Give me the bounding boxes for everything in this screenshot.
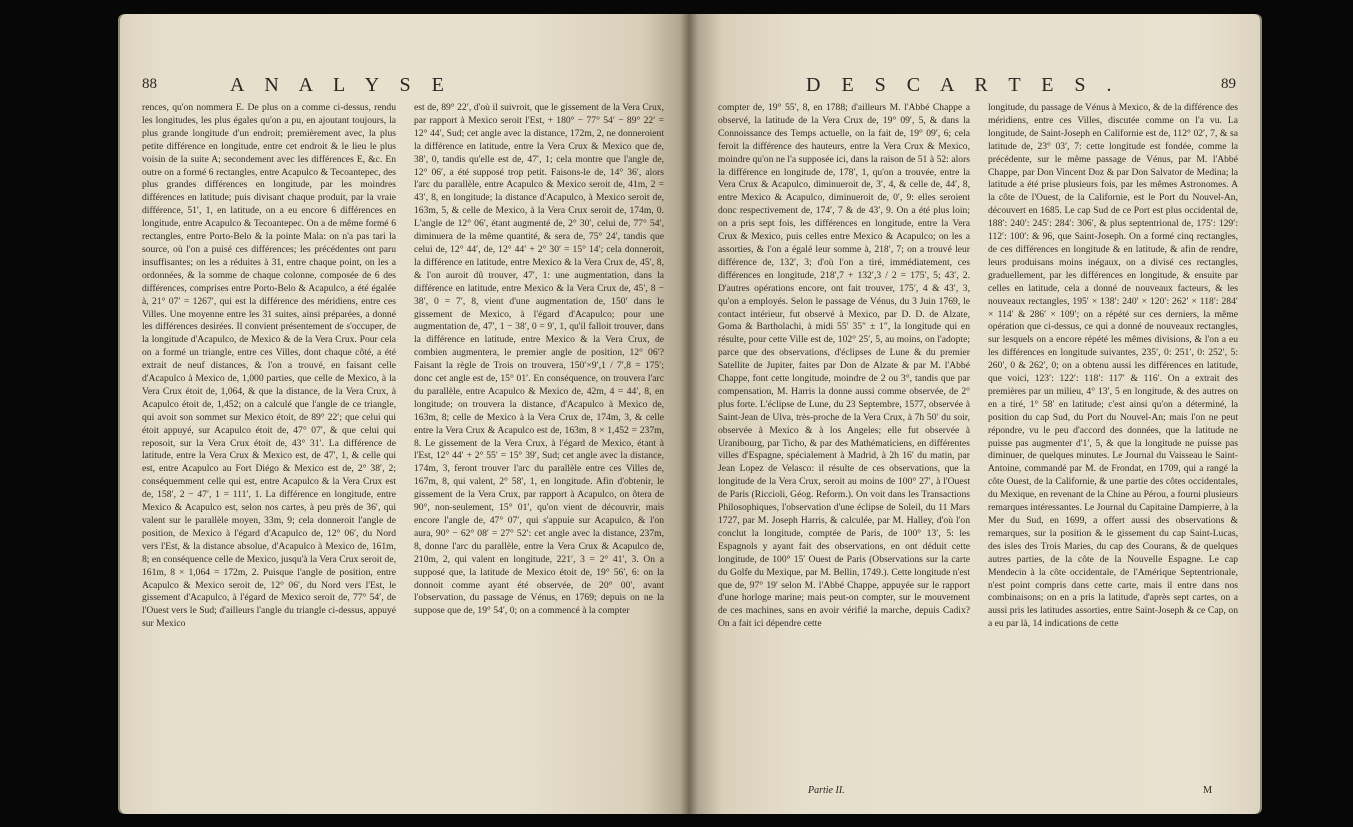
left-column-2: [414, 102, 664, 792]
right-page-body: [688, 102, 1260, 784]
left-page: [120, 14, 688, 814]
left-running-title: A N A L Y S E: [230, 74, 452, 96]
right-running-title: D E S C A R T E S .: [806, 74, 1120, 96]
left-column-2-text: est de, 89° 22′, d'où il suivroit, que le gissement de la Vera Crux, par rapport à Mexico seroit l'Est, + 180° − 77° 54′ − 89° 22′ = 12° 44′, Sud; cet angle avec la distance, 172m, 2, ne donneroient la différence en latitude, entre la Vera Crux & Mexico que de, 38′, 0, tandis qu'elle est de, 47′, 1; cela montre que l'angle de, 12° 06′, a été supposé trop petit. Faisons-le de, 14° 36′, alors l'arc du parallèle, entre Acapulco & Mexico seroit de, 41m, 2 = 43′, 8, en longitude; la distance d'Acapulco, à Mexico seroit de, 163m, 5, & celle de Mexico, à la Vera Crux seroit de, 174m, 0. L'angle de 12° 06′, étant augmenté de, 2° 30′, celui de, 77° 54′, diminuera de la même quantité, & sera de, 75° 24′, tandis que celui de, 12° 44′, de, 12° 44′ + 2° 30′ = 15° 14′; cela donneroit, la différence en latitude, entre Mexico & la Vera Crux de, 45′, 8, & l'on auroit dû trouver, 47′, 1: une augmentation, dans la différence en latitude, entre Mexico & la Vera Crux de, 45′, 8 − 38′, 0 = 7′, 8, vient d'une augmentation de, 150′ dans le gissement de Mexico, à l'égard d'Acapulco; pour une augmentation de, 47′, 1 − 38′, 0 = 9′, 1, qu'il falloit trouver, dans la différence en latitude, entre Mexico & la Vera Crux, de combien augmentera, le premier angle de position, 12° 06′? Faisant la règle de Trois on trouvera, 150′×9′,1 / 7′,8 = 175′; donc cet angle est de, 15° 01′. En conséquence, on trouvera l'arc du parallèle, entre Acapulco & Mexico de, 42m, 4 = 44′, 8, en longitude; on trouvera la distance, d'Acapulco à Mexico de, 163m, 8; celle de Mexico à la Vera Crux de, 174m, 3, & celle entre la Vera Crux & Acapulco est de, 163m, 8 × 1,452 = 237m, 8. Le gissement de la Vera Crux, à l'égard de Mexico, étant à l'Est, 12° 44′ + 2° 55′ = 15° 39′, Sud; cet angle avec la distance, 174m, 3, feront trouver l'arc du parallèle entre ces Villes de, 167m, 8, qui valent, 2° 58′, 1, en longitude. Afin d'obtenir, le gissement de la Vera Crux, par rapport à Acapulco, on ôtera de 90°, non-seulement, 15° 01′, qu'on vient de découvrir, mais encore l'angle de, 47° 07′, qui s'appuie sur Acapulco, & l'on aura, 90° − 62° 08′ = 27° 52′: cet angle avec la distance, 237m, 8, donne l'arc du parallèle, entre la Vera Crux & Acapulco de, 210m, 2, qui valent en longitude, 221′, 3 = 2° 41′, 3. On a supposé que, la latitude de Mexico étoit de, 19° 56′, 6: on la donnoit comme ayant été observée, de 20° 00′, avant l'observation, du passage de Vénus, en 1769; depuis on ne la suppose que de, 19° 54′, 0; on a commencé à la compter: [414, 102, 664, 617]
left-page-number: 88: [142, 76, 157, 92]
left-column-1: [142, 102, 396, 792]
right-column-2: [988, 102, 1238, 792]
left-page-body: [120, 102, 688, 784]
right-column-2-text: longitude, du passage de Vénus à Mexico, & de la différence des méridiens, entre ces Villes, discutée comme on l'a vu. La longitude, de Saint-Joseph en Californie est de, 112° 02′, 7, & sa latitude de, 23° 03′, 7: cette longitude est fondée, comme la précédente, sur le même passage de Vénus, par M. l'Abbé Chappe, par Don Vincent Doz & par Don Salvator de Medina; la latitude a été prise plusieurs fois, par les mêmes Astronomes. A la côte de l'Ouest, de la Californie, est le Port du Nouvel-An, découvert en 1685. Le cap Sud de ce Port est plus occidental de, 188′: 240′: 245′: 284′: 306′, & plus septentrional de, 175′: 129′: 112′: 100′: & 96, que Saint-Joseph. On a formé cinq rectangles, de ces différences en longitude & en latitude, & afin de rendre, leurs produisans moins inégaux, on a divisé ces rectangles, graduellement, par les différences en longitude, & ensuite par celles en latitude, cela a donné de nouveaux facteurs, & les nouveaux rectangles, 195′ × 138′: 240′ × 120′: 262′ × 118′: 284′ × 114′ & 286′ × 109′; on a répété sur ces derniers, la même opération que ci-dessus, ce qui a donné de nouveaux rectangles, sur lesquels on a encore répété les mêmes divisions, & l'on a eu les différences en longitude suivantes, 235′, 0: 251′, 0: 252′, 5: 260′, 0 & 262′, 0; on a obtenu aussi les différences en latitude, que voici, 123′: 122′: 118′: 117′ & 116′. On a extrait des premières par un milieu, 4° 13′, 5 en longitude, & des autres on en a tiré, 1° 58′ en latitude; c'est ainsi qu'on a déterminé, la position du cap Sud, du Port du Nouvel-An; mais l'on ne peut répondre, vu le peu d'accord des données, que la latitude ne puisse pas augmenter d'1′, 5, & que la longitude ne puisse pas diminuer, de quelques minutes. Le Journal du Vaisseau le Saint-Antoine, commandé par M. de Frondat, en 1709, qui a rangé la côte Ouest, de la Californie, & une partie des côtes occidentales, du Mexique, en revenant de la Chine au Pérou, a fourni plusieurs remarques intéressantes. Le Journal du Capitaine Dampierre, à la Mer du Sud, en 1699, a offert aussi des observations & remarques, sur la position & le gissement du cap Saint-Lucas, des isles des Trois Maries, du cap des Courans, & de quelques autres parties, de la côte de la Nouvelle Espagne. Le cap Mendecin à la côte occidentale, de l'Amérique Septentrionale, n'est point compris dans cette carte, mais il entre dans nos combinaisons; on en a pris la latitude, d'après sept cartes, on a aussi pris les latitudes assorties, entre Saint-Joseph & ce Cap, on a eu par là, 14 indications de cette: [988, 102, 1238, 630]
right-page: [688, 14, 1260, 814]
right-page-number: 89: [1221, 76, 1236, 92]
part-footer: Partie II.: [808, 785, 845, 796]
right-column-1-text: compter de, 19° 55′, 8, en 1788; d'ailleurs M. l'Abbé Chappe a observé, la latitude de la Vera Crux de, 19° 09′, 5, & dans la Connoissance des Temps actuelle, on la fait de, 19° 09′, 6; cela feroit la différence des hauteurs, entre la Vera Crux & Mexico, moindre qu'on ne l'a supposée ici, dans la raison de 51 à 52: alors la différence en longitude de, 178′, 1, qu'on a trouvée, entre la Vera Crux & Acapulco, diminueroit de, 3′, 4, & celle de, 44′, 8, entre Mexico & Acapulco, diminueroit de, 0′, 9: elles seroient donc respectivement de, 174′, 7 & de 43′, 9. On a été plus loin; on a pris sept fois, les différences en longitude, entre la Vera Crux & Mexico, puis celles entre Mexico & Acapulco; on les a assorties, & l'on a égalé leur somme à, 218′, 7; on a trouvé leur différence de, 132′, 3; d'où l'on a tiré, immédiatement, ces différences en longitude, 218′,7 + 132′,3 / 2 = 175′, 5; 43′, 2. D'autres opérations encore, ont fait trouver, 175′, 4 & 43′, 3, qu'on a employés. Selon le passage de Vénus, du 3 Juin 1769, le contact intérieur, fut observé à Mexico, par D. D. de Alzate, Goma & Bartholachi, à midi 55′ 35″ ± 1″, la longitude qui en résulte, pour cette Ville est de, 102° 25′, 5, au moins, on l'adopte; parce que des observations, d'éclipses de Lune & du premier Satellite de Jupiter, faites par Don de Alzate & par M. l'Abbé Chappe, font cette longitude, moindre de 2 ou 3°, tandis que par compensation, M. Harris la donne aussi comme observée, de 2° plus forte. L'éclipse de Lune, du 23 Septembre, 1577, observée à Saint-Jean de Ulva, très-proche de la Vera Crux, à 7h 50′ du soir, observée à Mexico & à los Angeles; elle fut observée à Uranibourg, par Ticho, & par des Mathématiciens, en différentes villes d'Espagne, spécialement à Madrid, à 2h 16′ du matin, par Jean Lopez de Velasco: il résulte de ces observations, que la longitude de la Vera Crux, seroit au moins de 100° 27′, à l'Ouest de Paris (Riccioli, Géog. Reform.). On voit dans les Transactions Philosophiques, l'observation d'une éclipse de Soleil, du 11 Mars 1727, par M. Joseph Harris, & calculée, par M. Halley, d'où l'on conclut la longitude, comptée de Paris, de 100° 13′, 5: les Espagnols y ayant fait des observations, en ont déduit cette longitude, de 100° 15′ Ouest de Paris (Observations sur la carte du Golfe du Mexique, par M. Bellin, 1749.). Cette longitude n'est que de, 97° 19′ selon M. l'Abbé Chappe, appuyée sur le rapport d'une horloge marine; mais peut-on compter, sur le mouvement de ces machines, sans en avoir vérifié la marche, depuis Cadix? On a fait ici dépendre cette: [718, 102, 970, 630]
signature-mark: M: [1203, 785, 1212, 796]
right-column-1: [718, 102, 970, 792]
right-page-header: [688, 74, 1260, 98]
open-book: [120, 14, 1260, 814]
left-page-header: [120, 74, 688, 98]
left-column-1-text: rences, qu'on nommera E. De plus on a comme ci-dessus, rendu les longitudes, les plus égales qu'on a pu, en ajoutant toujours, la plus grande longitude d'un endroit; premièrement avec, la plus petite différence en longitude, entre cet endroit & le lieu le plus voisin de la suite A; secondement avec les différences E, &c. En outre on a formé 6 rectangles, entre Acapulco & Tecoantepec, des plus grandes différences en longitude, par les moindres différences en latitude; puis divisant chaque produit, par la vraie différence, 51′, 1, en latitude, on a eu encore 6 différences en longitude, entre Acapulco & Tecoantepec. On a de même formé 6 rectangles, entre Porto-Belo & la pointe Mala: on n'a pas tari la source, où l'on a puisé ces différences; les précédentes ont paru insuffisantes; on les a réduites à 31, entre chaque point, on les a ordonnées, & la somme de chaque colonne, composée de 6 des différences, comprises entre Porto-Belo & Acapulco, a été égalée à, 21° 07′ = 1267′, qui est la différence des méridiens, entre ces Villes. Une moyenne entre les 31 suites, ainsi préparées, a donné les différences desirées. Il convient présentement de s'occuper, de la longitude d'Acapulco, de Mexico & de la Vera Crux. Pour cela on a formé un triangle, entre ces Villes, dont chaque côté, a été extrait de neuf distances, & l'on a trouvé, en faisant celle d'Acapulco à Mexico de, 1,000 parties, que celle de Mexico, à la Vera Crux étoit de, 1,064, & que la distance, de la Vera Crux, à Acapulco étoit de, 1,452; on a calculé que l'angle de ce triangle, qui avoit son sommet sur Mexico étoit, de 89° 22′; que celui qui étoit appuyé, sur Acapulco étoit de, 47° 07′, & que celui qui reposoit, sur la Vera Crux étoit de, 43° 31′. La différence de latitude, entre la Vera Crux & Mexico est, de 47′, 1, & celle qui est, entre Acapulco au Fort Diégo & Mexico est de, 2° 38′, 2; conséquemment celle qui est, entre Acapulco & la Vera Crux est de, 158′, 2 − 47′, 1 = 111′, 1. La différence en longitude, entre Mexico & Acapulco est, selon nos cartes, à peu près de 36′, qui valent sur le parallèle moyen, 33m, 9; cela donneroit l'angle de position, de Mexico à l'égard d'Acapulco de, 12° 06′, du Nord vers l'Est, & la distance absolue, d'Acapulco à Mexico de, 161m, 8; en conséquence celle de Mexico, jusqu'à la Vera Crux seroit de, 161m, 8 × 1,064 = 172m, 2. Puisque l'angle de position, entre Acapulco & Mexico seroit de, 12° 06′, du Nord vers l'Est, le gissement d'Acapulco, à l'égard de Mexico seroit de, 77° 54′, de l'Ouest vers le Sud; d'ailleurs l'angle du triangle ci-dessus, appuyé sur Mexico: [142, 102, 396, 630]
